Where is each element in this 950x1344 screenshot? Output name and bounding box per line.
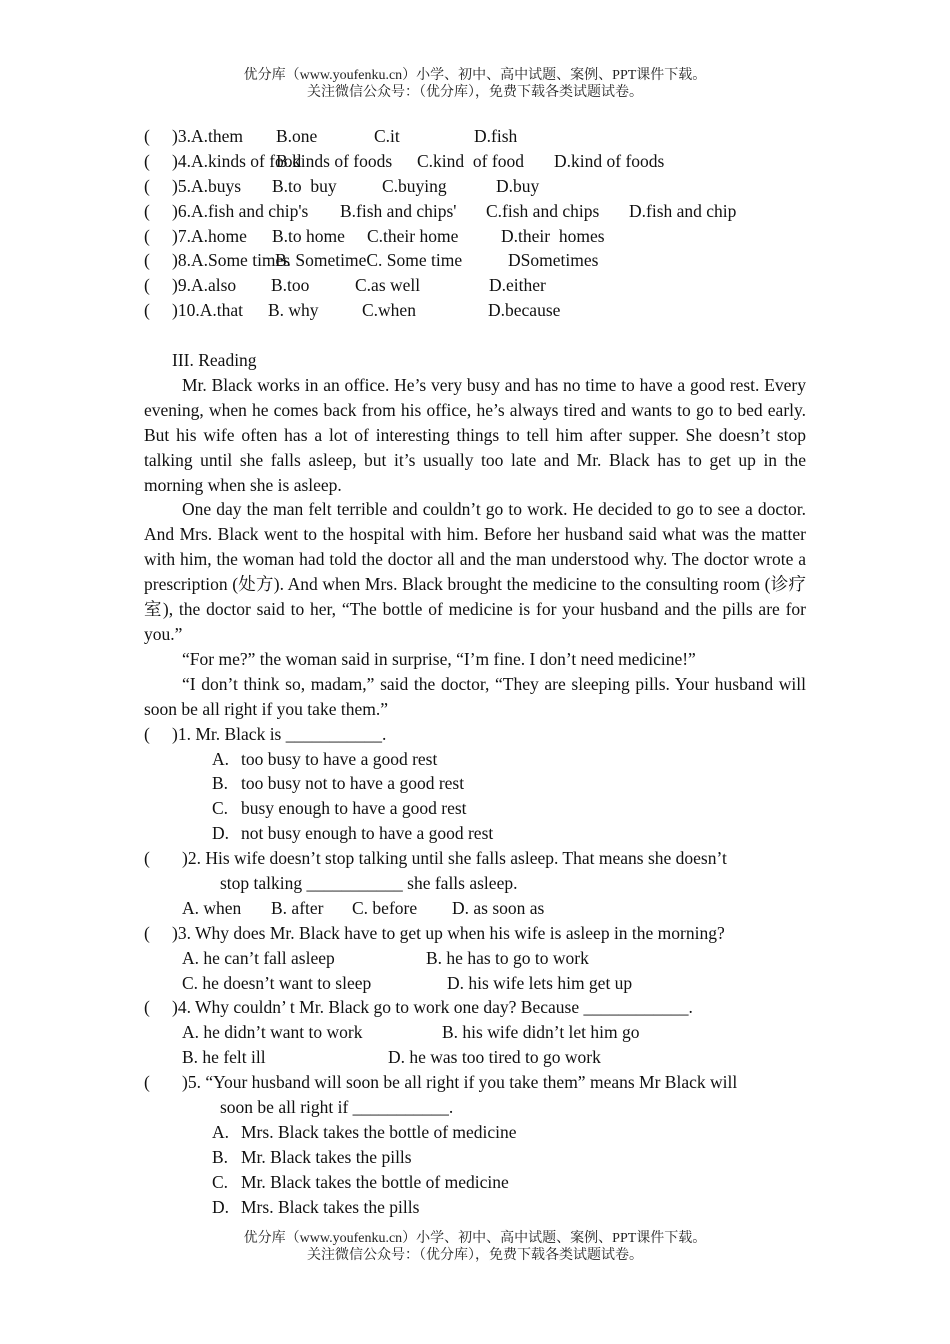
question-stem-continued: soon be all right if ___________. — [220, 1097, 454, 1117]
option: A. Mrs. Black takes the bottle of medicine — [212, 1121, 517, 1142]
cloze-option-d: D.buy — [496, 175, 540, 196]
question-3: ( )3. Why does Mr. Black have to get up when his wife is asleep in the morning? A. he can’t fall asleep B. he has to go to work C. he doesn’t want to sleep D. his wife lets him get up — [144, 921, 806, 996]
cloze-item-number: )6. — [172, 200, 191, 221]
cloze-option-a-text: A.Some times — [190, 250, 291, 271]
cloze-option-a-text: A.kinds of food — [190, 150, 302, 171]
option: C. busy enough to have a good rest — [212, 798, 467, 819]
cloze-option-a-text: A.home — [190, 225, 247, 246]
answer-paren: ( — [144, 200, 150, 221]
cloze-option-c: C.as well — [355, 275, 421, 296]
option: D. he was too tired to go work — [388, 1047, 601, 1068]
cloze-option-a — [172, 273, 271, 298]
section-title: III. Reading — [172, 350, 257, 371]
cloze-item — [144, 149, 806, 174]
cloze-option-c: C.when — [362, 300, 416, 321]
cloze-option-a-text: A.fish and chip's — [190, 200, 309, 221]
option-row — [144, 971, 806, 996]
cloze-option-d: DSometimes — [508, 250, 599, 271]
option: A. he can’t fall asleep — [182, 947, 335, 968]
cloze-item — [144, 248, 806, 273]
reading-paragraph: “I don’t think so, madam,” said the doctor, “They are sleeping pills. Your husband will soon be all right if you take them.” — [144, 673, 806, 719]
option: A. when — [182, 897, 242, 918]
option: A. he didn’t want to work — [182, 1022, 363, 1043]
cloze-option-d: D.fish and chip — [629, 200, 737, 221]
option: B. he felt ill — [182, 1047, 266, 1068]
option: D. his wife lets him get up — [447, 972, 633, 993]
cloze-option-b: B.too — [271, 275, 310, 296]
option: D. Mrs. Black takes the pills — [212, 1196, 420, 1217]
option-row — [144, 896, 806, 921]
cloze-option-c: C.their home — [367, 225, 459, 246]
option-list — [144, 747, 806, 847]
option-row — [144, 1045, 806, 1070]
cloze-option-b: B.to home — [272, 225, 345, 246]
cloze-option-a-text: A.also — [190, 275, 237, 296]
answer-paren: ( — [144, 300, 150, 321]
option: D. not busy enough to have a good rest — [212, 823, 494, 844]
option: C. he doesn’t want to sleep — [182, 972, 372, 993]
cloze-option-a — [172, 199, 340, 224]
answer-paren: ( — [144, 150, 150, 171]
cloze-option-c: C.buying — [382, 175, 447, 196]
question-stem: )4. Why couldn’ t Mr. Black go to work one day? Because ____________. — [172, 997, 693, 1018]
cloze-option-a-text: A.buys — [190, 175, 242, 196]
cloze-option-a — [172, 149, 302, 174]
option: B. his wife didn’t let him go — [442, 1022, 640, 1043]
question-stem: )2. His wife doesn’t stop talking until she falls asleep. That means she doesn’t — [182, 848, 727, 869]
cloze-item — [144, 273, 806, 298]
answer-paren: ( — [144, 175, 150, 196]
cloze-option-a — [172, 224, 272, 249]
option: B. Mr. Black takes the pills — [212, 1146, 412, 1167]
cloze-option-a-text: A.that — [199, 300, 243, 321]
page-footer — [0, 1230, 950, 1264]
worksheet-body — [144, 124, 806, 1219]
cloze-item-number: )9. — [172, 275, 191, 296]
cloze-option-d: D.fish — [474, 126, 518, 146]
cloze-option-a — [172, 248, 291, 273]
footer-line-2: 关注微信公众号：（优分库），免费下载各类试题试卷。 — [307, 1248, 643, 1263]
spacer — [144, 323, 806, 348]
cloze-option-c: C.fish and chips — [486, 200, 600, 221]
cloze-option-c: C.it — [374, 126, 400, 146]
option: A. too busy to have a good rest — [212, 748, 438, 769]
cloze-option-d: D.either — [489, 275, 546, 296]
question-1: ( )1. Mr. Black is ___________. A. too busy to have a good rest B. too busy not to have a good rest C. busy enough to have a good rest D. not busy enough to have a good rest — [144, 722, 806, 846]
option: B. he has to go to work — [426, 947, 589, 968]
cloze-option-d: D.kind of foods — [554, 150, 665, 171]
cloze-item-number: )5. — [172, 175, 191, 196]
cloze-item — [144, 124, 806, 149]
answer-paren: ( — [144, 275, 150, 296]
option-row — [144, 946, 806, 971]
cloze-option-d: D.their homes — [501, 225, 605, 246]
cloze-item — [144, 199, 806, 224]
reading-paragraph: “For me?” the woman said in surprise, “I’m fine. I don’t need medicine!” — [182, 648, 696, 669]
option-row — [144, 1020, 806, 1045]
cloze-item — [144, 174, 806, 199]
cloze-item-number: )3. — [172, 126, 191, 146]
cloze-item-number: )10. — [172, 300, 200, 321]
question-stem: )5. “Your husband will soon be all right if you take them” means Mr Black will — [182, 1072, 738, 1093]
cloze-item — [144, 298, 806, 323]
reading-paragraph: Mr. Black works in an office. He’s very busy and has no time to have a good rest. Every evening, when he comes back from his office, he’s always tired and wants to go to bed early. But his wife often has a lot of interesting things to tell him after supper. She doesn’t stop talking until she falls asleep, but it’s usually too late and Mr. Black has to get up in the morning when she is asleep. — [144, 374, 806, 495]
option-list — [144, 1120, 806, 1220]
cloze-option-b: B.kinds of foods — [276, 150, 393, 171]
cloze-option-a-text: A.them — [190, 126, 243, 146]
footer-line-1: 优分库（www.youfenku.cn）小学、初中、高中试题、案例、PPT课件下载。 — [243, 1231, 707, 1246]
cloze-option-a — [172, 298, 268, 323]
cloze-option-b: B.to buy — [272, 175, 337, 196]
option: D. as soon as — [452, 897, 545, 918]
cloze-option-b: B.one — [276, 126, 318, 146]
question-4: ( )4. Why couldn’ t Mr. Black go to work one day? Because ____________. A. he didn’t want to work B. his wife didn’t let him go B. he felt ill D. he was too tired to go work — [144, 995, 806, 1070]
answer-paren: ( — [144, 225, 150, 246]
cloze-item-number: )8. — [172, 250, 191, 271]
cloze-option-b: B. SometimeC. Some time — [275, 250, 463, 271]
question-stem-continued: stop talking ___________ she falls asleep. — [220, 872, 518, 893]
question-2: ( )2. His wife doesn’t stop talking until she falls asleep. That means she doesn’t stop talking ___________ she falls asleep. A. when B. after C. before D. as soon as — [144, 846, 806, 921]
question-5: ( )5. “Your husband will soon be all right if you take them” means Mr Black will soon be all right if ___________. A. Mrs. Black takes the bottle of medicine B. Mr. Black takes the pills C. Mr. Black takes the bottle of medicine D. Mrs. Black takes the pills — [144, 1070, 806, 1219]
option: C. Mr. Black takes the bottle of medicine — [212, 1171, 509, 1192]
cloze-option-b: B. why — [268, 300, 319, 321]
option: C. before — [352, 897, 418, 918]
cloze-option-a — [172, 124, 276, 149]
question-stem: )1. Mr. Black is ___________. — [172, 723, 387, 744]
option: B. too busy not to have a good rest — [212, 773, 465, 794]
header-line-1: 优分库（www.youfenku.cn）小学、初中、高中试题、案例、PPT课件下载。 — [243, 68, 707, 83]
cloze-option-d: D.because — [488, 300, 561, 321]
cloze-item-number: )4. — [172, 150, 191, 171]
cloze-answer-list — [144, 124, 806, 323]
answer-paren: ( — [144, 250, 150, 271]
header-line-2: 关注微信公众号：（优分库），免费下载各类试题试卷。 — [307, 85, 643, 100]
cloze-option-a — [172, 174, 272, 199]
cloze-item — [144, 224, 806, 249]
cloze-option-b: B.fish and chips' — [340, 200, 457, 221]
question-stem: )3. Why does Mr. Black have to get up when his wife is asleep in the morning? — [172, 922, 725, 943]
option: B. after — [271, 897, 324, 918]
reading-paragraph: One day the man felt terrible and couldn’t go to work. He decided to go to see a doctor. And Mrs. Black went to the hospital with him. Before her husband said what was the matter with him, the woman had told the doctor all and the man understood why. The doctor wrote a prescription (处方). And when Mrs. Black brought the medicine to the consulting room (诊疗室), the doctor said to her, “The bottle of medicine is for your husband and the pills are for you.” — [144, 499, 806, 644]
page-header — [0, 67, 950, 101]
cloze-item-number: )7. — [172, 225, 191, 246]
answer-paren: ( — [144, 126, 150, 146]
cloze-option-c: C.kind of food — [417, 150, 524, 171]
